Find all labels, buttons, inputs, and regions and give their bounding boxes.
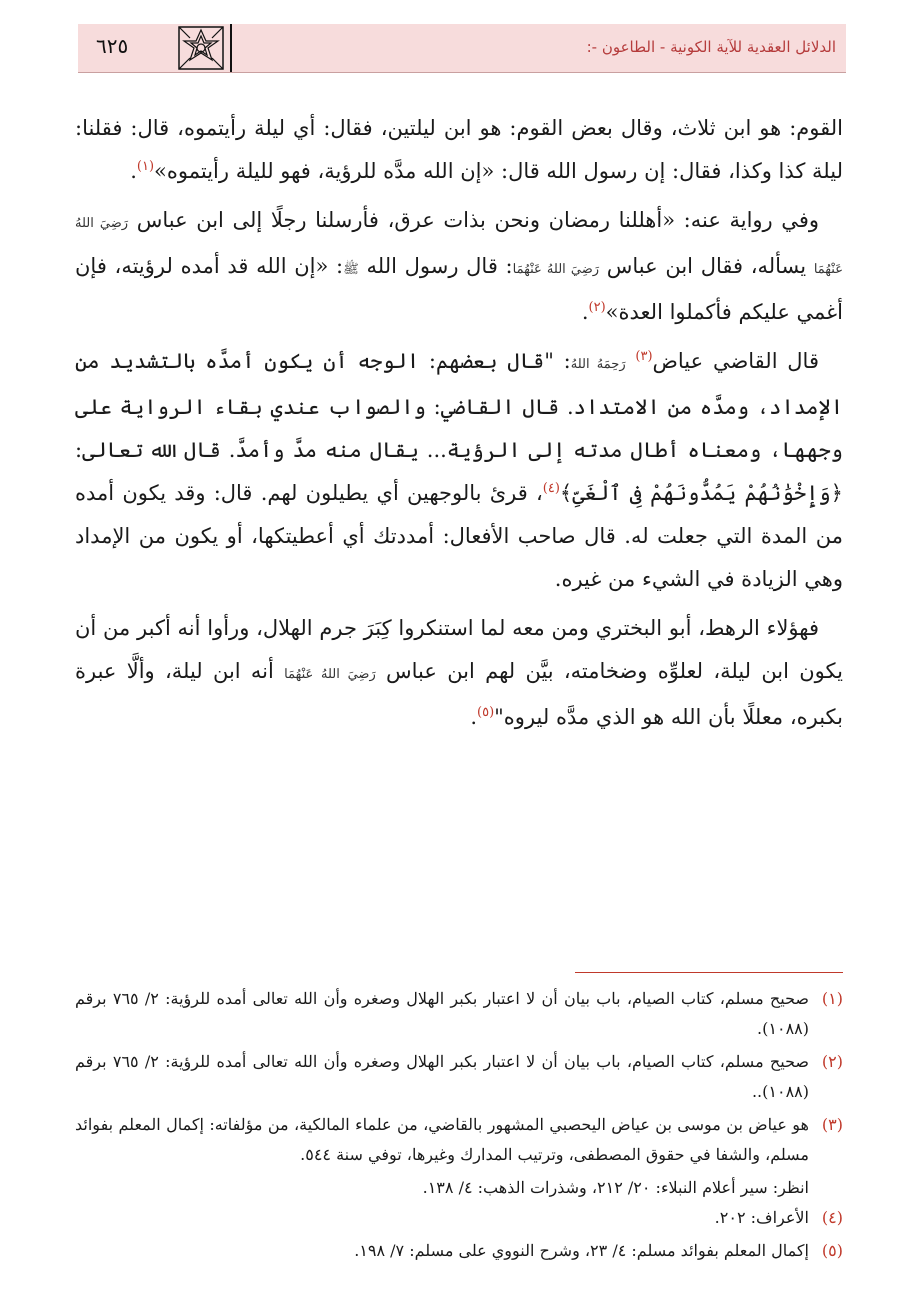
- page-header: [78, 24, 846, 73]
- honorific: رَضِيَ اللهُ عَنْهُمَا: [75, 216, 843, 277]
- footnote-number: (٢): [821, 1052, 843, 1071]
- honorific: رَضِيَ اللهُ عَنْهُمَا: [284, 667, 376, 682]
- islamic-star-ornament-icon: [178, 26, 224, 70]
- footnote-5: (٥) إكمال المعلم بفوائد مسلم: ٤/ ٢٣، وشرح النووي على مسلم: ٧/ ١٩٨.: [75, 1236, 843, 1266]
- header-divider: [230, 24, 232, 72]
- footnote-ref[interactable]: (٣): [635, 349, 653, 364]
- footnote-ref[interactable]: (٥): [477, 705, 495, 720]
- footnote-number: (١): [821, 989, 843, 1008]
- footnote-3: (٣) هو عياض بن موسى بن عياض اليحصبي المشهور بالقاضي، من علماء المالكية، من مؤلفاته: إكمال المعلم بفوائد مسلم، والشفا في حقوق المصطفى، وترتيب المدارك وغيرها، توفي سنة ٥٤٤.: [75, 1110, 843, 1170]
- main-text: [75, 107, 843, 745]
- footnote-number: (٤): [821, 1208, 843, 1227]
- footnote-1: (١) صحيح مسلم، كتاب الصيام، باب بيان أن لا اعتبار بكبر الهلال وصغره وأن الله تعالى أمده للرؤية: ٢/ ٧٦٥ برقم (١٠٨٨).: [75, 984, 843, 1044]
- footnotes: [75, 984, 843, 1269]
- footnote-3-source: انظر: سير أعلام النبلاء: ٢٠/ ٢١٢، وشذرات الذهب: ٤/ ١٣٨.: [422, 1178, 809, 1197]
- honorific: ﷺ: [343, 262, 359, 277]
- page-number: ٦٢٥: [96, 34, 129, 58]
- paragraph-2: وفي رواية عنه: «أهللنا رمضان ونحن بذات عرق، فأرسلنا رجلًا إلى ابن عباس رَضِيَ اللهُ عَنْهُمَا يسأله، فقال ابن عباس رَضِيَ اللهُ عَنْهُمَا: قال رسول الله ﷺ: «إن الله قد أمده لرؤيته، فإن أغمي عليكم فأكملوا العدة»$^{(٢)}$.: [75, 208, 843, 324]
- footnote-ref[interactable]: (٢): [588, 300, 606, 315]
- paragraph-3: قال القاضي عياض$^{(٣)}$ رَحِمَهُ اللهُ: "قال بعضهم: الوجه أن يكون أمدَّه بالتشديد من الإمداد، ومدَّه من الامتداد. قال القاضي: والصواب عندي بقاء الرواية على وجهها، ومعناه أطال مدته إلى الرؤية... يقال منه مدَّ وأمدَّ. قال الله تعالى: ﴿وَإِخْوَٰنُهُمْ يَمُدُّونَهُمْ فِى ٱلْغَىِّ﴾$^{(٤)}$، قرئ بالوجهين أي يطيلون لهم. قال: وقد يكون أمده من المدة التي جعلت له. قال صاحب الأفعال: أمددتك أي أعطيتكها، أو يكون من الإمداد وهي الزيادة في الشيء من غيره.: [75, 349, 843, 591]
- honorific: رَحِمَهُ اللهُ: [570, 357, 626, 372]
- footnote-number: (٣): [821, 1115, 843, 1134]
- footnote-2: (٢) صحيح مسلم، كتاب الصيام، باب بيان أن لا اعتبار بكبر الهلال وصغره وأن الله تعالى أمده للرؤية: ٢/ ٧٦٥ برقم (١٠٨٨)..: [75, 1047, 843, 1107]
- paragraph-1: القوم: هو ابن ثلاث، وقال بعض القوم: هو ابن ليلتين، فقال: أي ليلة رأيتموه، قال: فقلنا: ليلة كذا وكذا، فقال: إن رسول الله قال: «إن الله مدَّه للرؤية، فهو لليلة رأيتموه»$^{(١)}$.: [75, 116, 843, 183]
- footnote-4: (٤) الأعراف: ٢٠٢.: [75, 1203, 843, 1233]
- footnote-ref[interactable]: (١): [136, 159, 155, 174]
- honorific: رَضِيَ اللهُ عَنْهُمَا: [512, 262, 600, 277]
- running-title: الدلائل العقدية للآية الكونية - الطاعون -:: [586, 38, 836, 56]
- footnote-number: (٥): [821, 1241, 843, 1260]
- paragraph-4: فهؤلاء الرهط، أبو البختري ومن معه لما استنكروا كِبَرَ جرم الهلال، ورأوا أنه أكبر من أن يكون ابن ليلة، لعلوِّه وضخامته، بيَّن لهم ابن عباس رَضِيَ اللهُ عَنْهُمَا أنه ابن ليلة، وألَّا عبرة بكبره، معللًا بأن الله هو الذي مدَّه ليروه"$^{(٥)}$.: [75, 616, 843, 729]
- footnote-ref[interactable]: (٤): [542, 481, 560, 496]
- footnote-separator: [575, 972, 843, 973]
